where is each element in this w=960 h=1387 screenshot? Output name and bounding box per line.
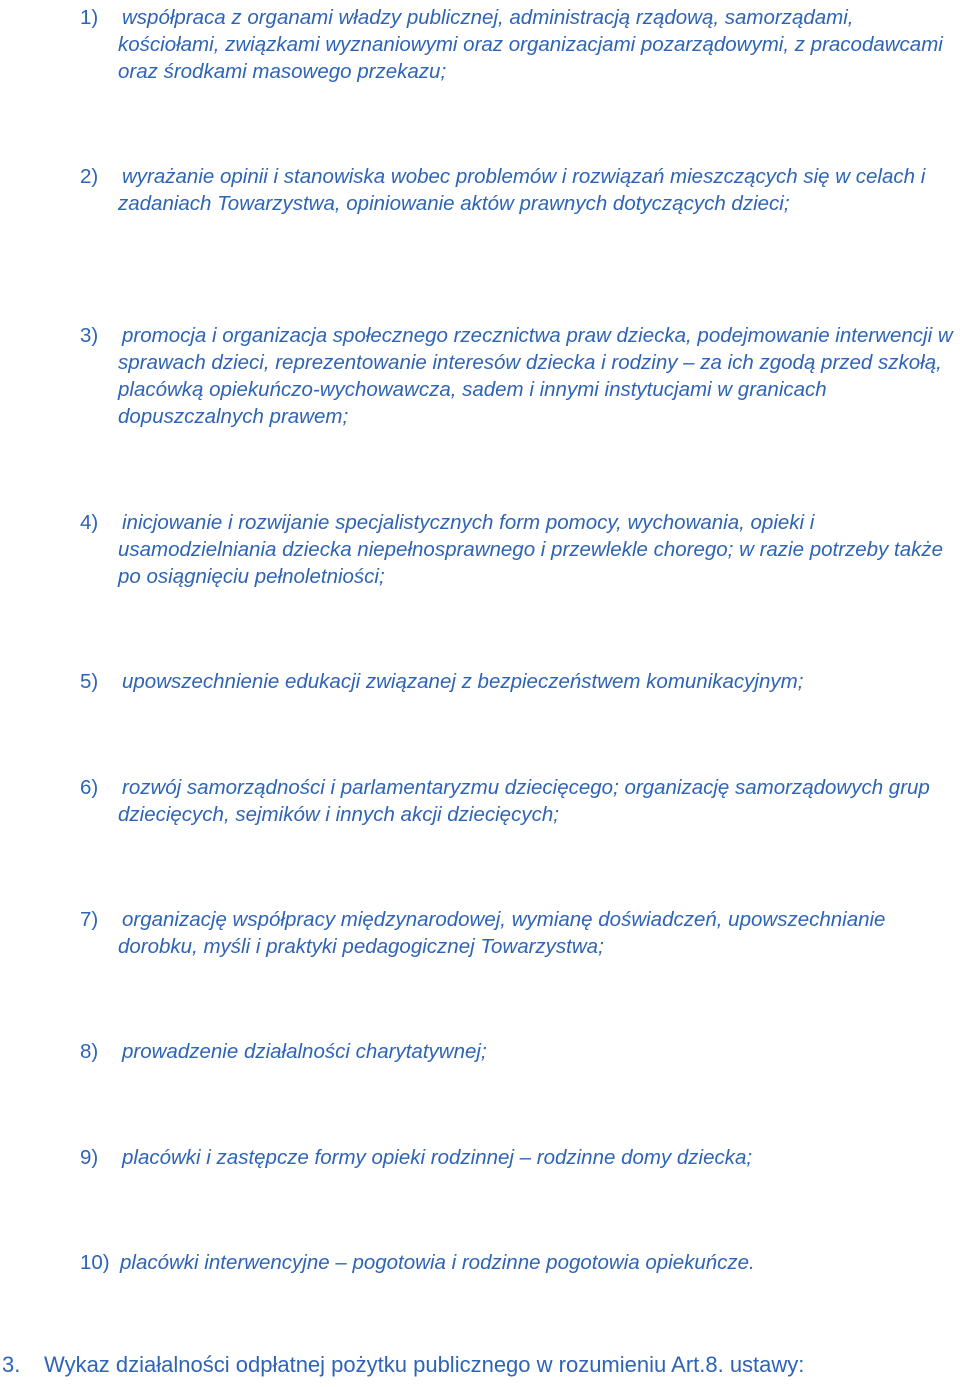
- section-heading: [2, 1351, 942, 1379]
- list-item-text: organizację współpracy międzynarodowej, wymianę doświadczeń, upowszechnianie dorobku, myśli i praktyki pedagogicznej Towarzystwa;: [118, 908, 886, 958]
- list-item-text: promocja i organizacja społecznego rzecznictwa praw dziecka, podejmowanie interwencji w sprawach dzieci, reprezentowanie interesów dziecka i rodziny – za ich zgodą przed szkołą, placówką opiekuńczo-wychowawcza, sadem i innymi instytucjami w granicach dopuszczalnych prawem;: [118, 324, 953, 428]
- list-item-number: 10): [80, 1251, 110, 1274]
- list-item-number: 6): [80, 776, 99, 799]
- list-item-text: wyrażanie opinii i stanowiska wobec problemów i rozwiązań mieszczących się w celach i zadaniach Towarzystwa, opiniowanie aktów prawnych dotyczących dzieci;: [118, 165, 926, 215]
- list-item-9: [80, 1144, 958, 1171]
- list-item-5: [80, 668, 958, 695]
- list-item-text: placówki interwencyjne – pogotowia i rodzinne pogotowia opiekuńcze.: [120, 1251, 755, 1274]
- list-item-number: 9): [80, 1146, 99, 1169]
- list-item-text: rozwój samorządności i parlamentaryzmu dziecięcego; organizację samorządowych grup dziecięcych, sejmików i innych akcji dziecięcych;: [118, 776, 930, 826]
- list-item-8: [80, 1038, 958, 1065]
- list-item-7: [80, 906, 958, 960]
- list-item-3: [80, 322, 958, 430]
- list-item-number: 3): [80, 324, 99, 347]
- list-item-number: 2): [80, 165, 99, 188]
- list-item-6: [80, 774, 958, 828]
- section-title: Wykaz działalności odpłatnej pożytku publicznego w rozumieniu Art.8. ustawy:: [44, 1352, 805, 1377]
- list-item-text: współpraca z organami władzy publicznej, administracją rządową, samorządami, kościołami, związkami wyznaniowymi oraz organizacjami pozarządowymi, z pracodawcami oraz środkami masowego przekazu;: [118, 6, 943, 83]
- list-item-number: 1): [80, 6, 99, 29]
- list-item-1: [80, 4, 958, 85]
- list-item-text: prowadzenie działalności charytatywnej;: [122, 1040, 487, 1063]
- list-item-number: 8): [80, 1040, 99, 1063]
- list-item-number: 5): [80, 670, 99, 693]
- list-item-text: placówki i zastępcze formy opieki rodzinnej – rodzinne domy dziecka;: [122, 1146, 753, 1169]
- list-item-text: upowszechnienie edukacji związanej z bezpieczeństwem komunikacyjnym;: [122, 670, 804, 693]
- list-item-2: [80, 163, 958, 217]
- list-item-text: inicjowanie i rozwijanie specjalistycznych form pomocy, wychowania, opieki i usamodzielniania dziecka niepełnosprawnego i przewlekle chorego; w razie potrzeby także po osiągnięciu pełnoletniości;: [118, 511, 944, 588]
- section-number: 3.: [2, 1352, 21, 1377]
- list-item-10: [80, 1249, 958, 1276]
- list-item-number: 4): [80, 511, 99, 534]
- list-item-number: 7): [80, 908, 99, 931]
- list-item-4: [80, 509, 958, 590]
